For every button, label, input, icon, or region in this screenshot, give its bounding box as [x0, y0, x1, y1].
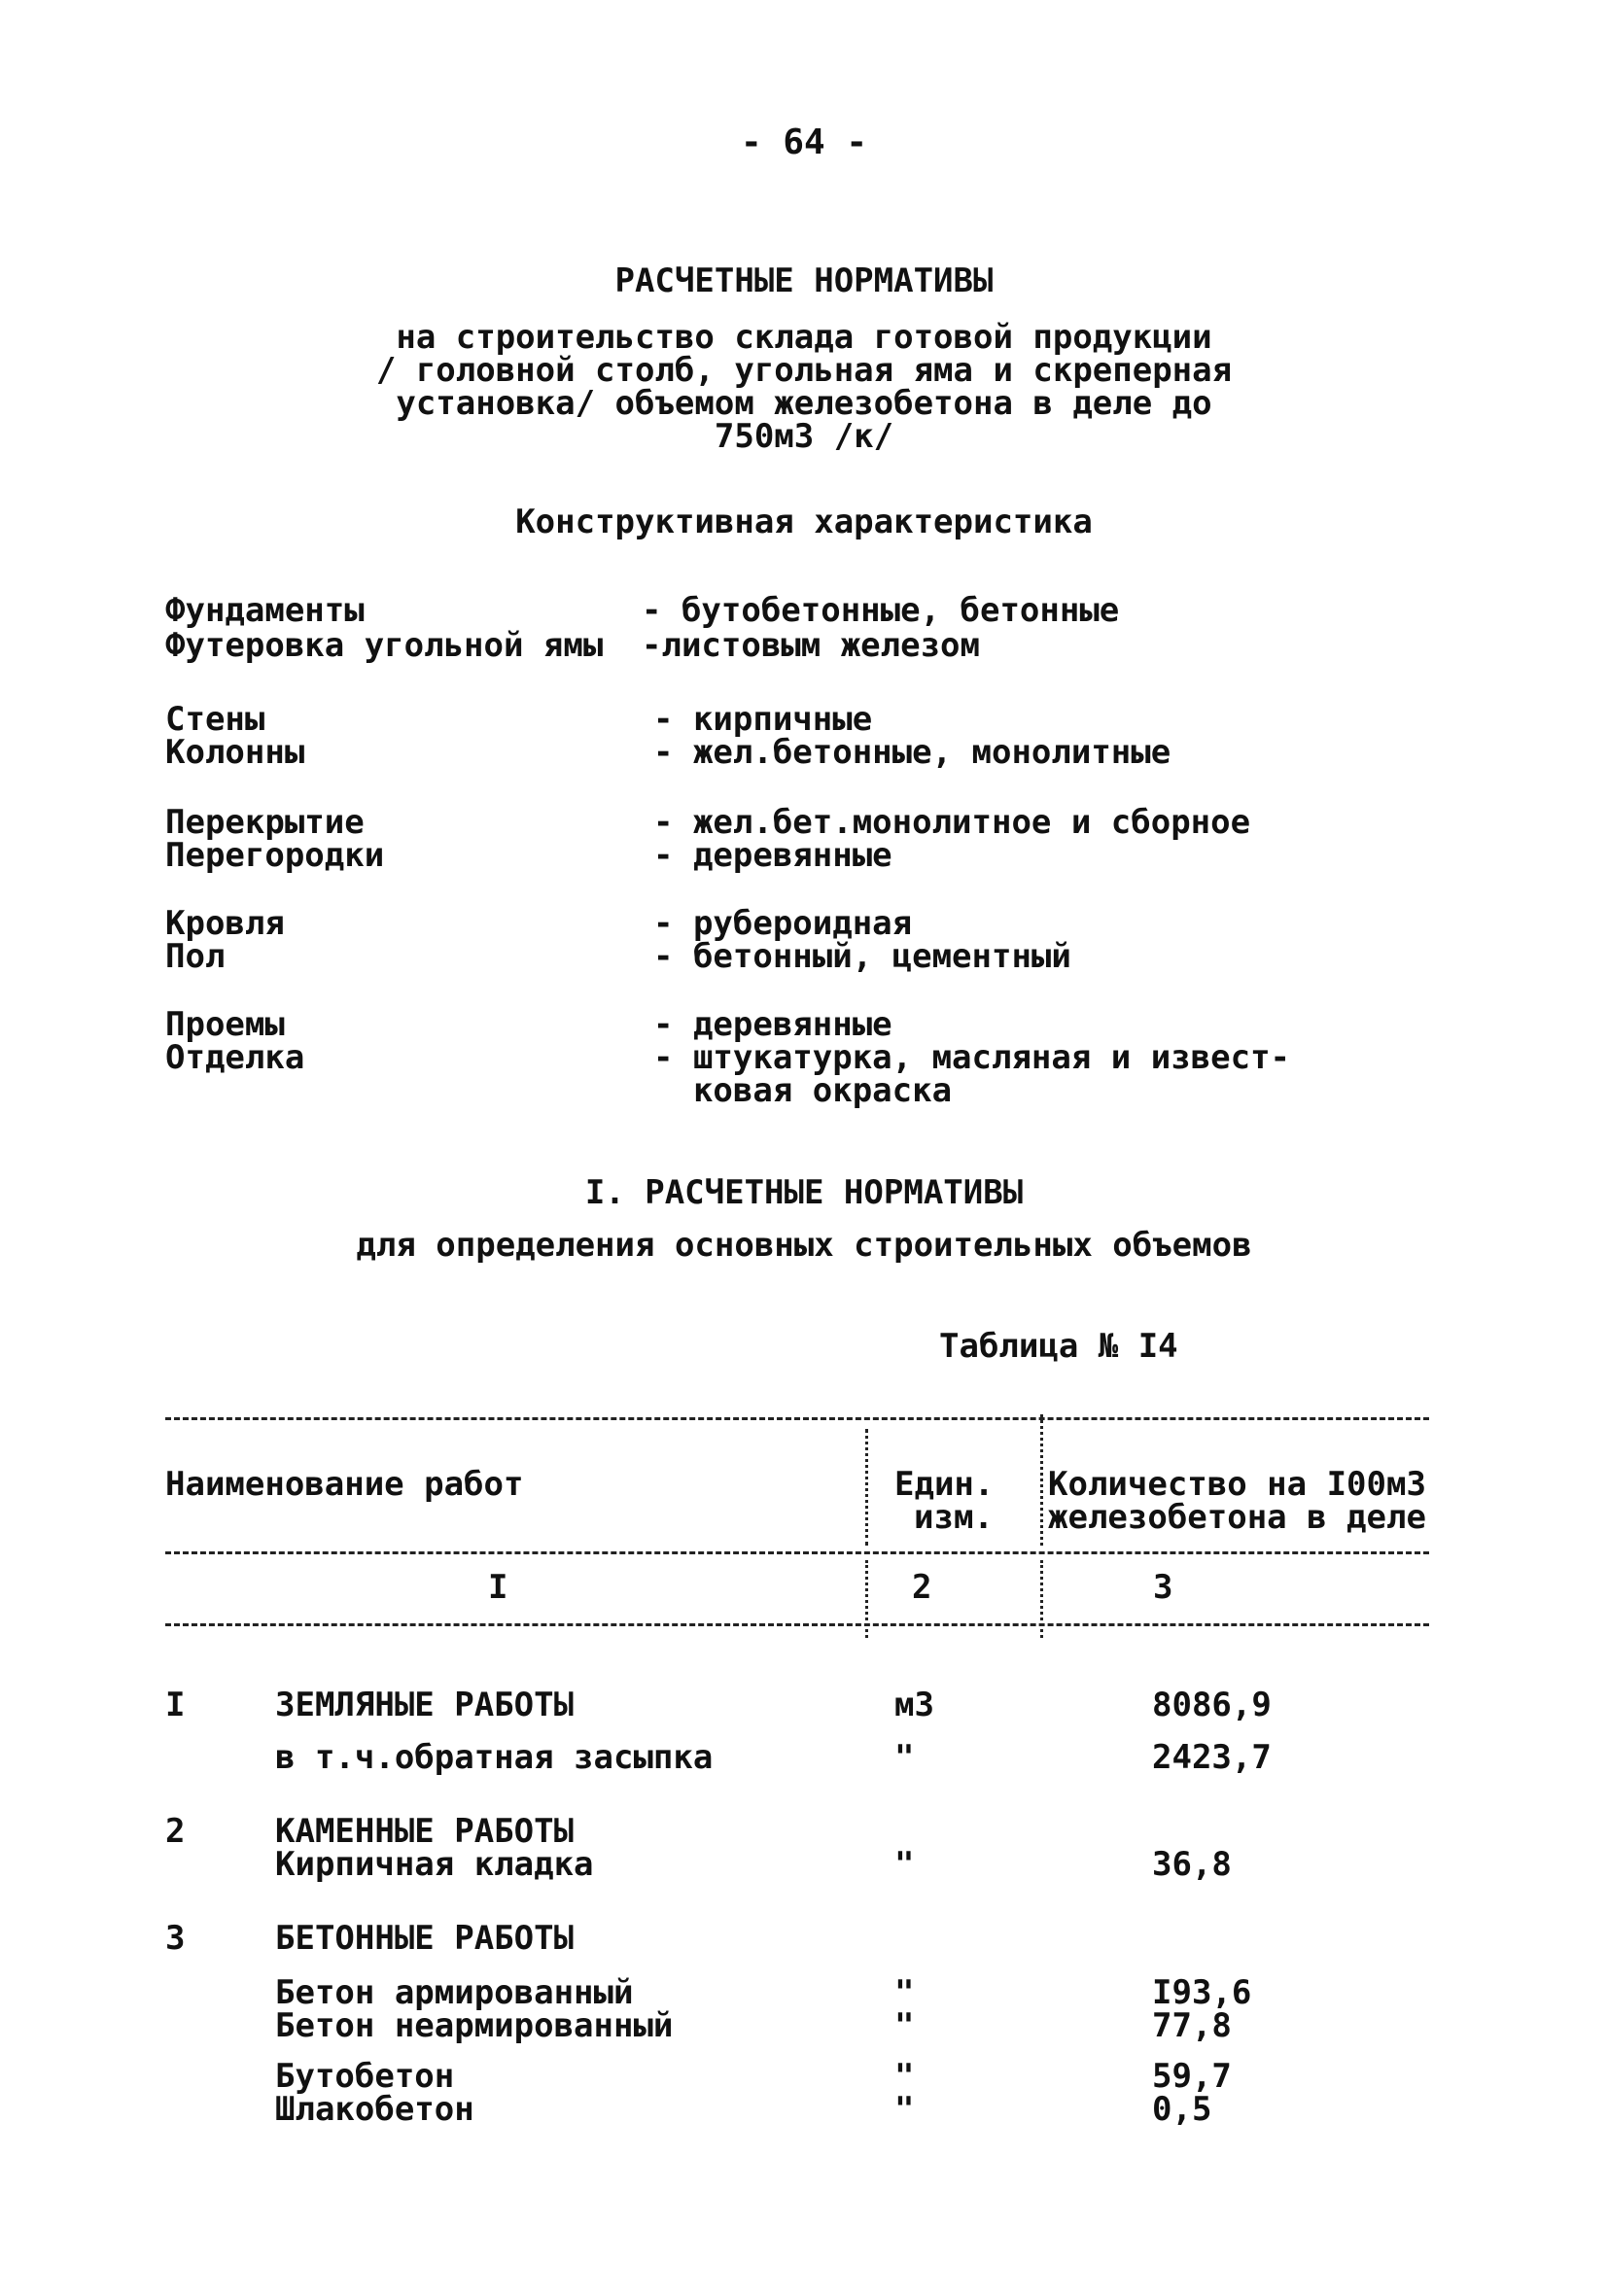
header-unit-1: Един. — [894, 1465, 995, 1504]
column-divider — [1040, 1414, 1043, 1546]
row-name: Бутобетон — [275, 2057, 455, 2096]
document-title: РАСЧЕТНЫЕ НОРМАТИВЫ — [614, 261, 994, 300]
row-unit: " — [894, 2057, 915, 2096]
column-number: 2 — [912, 1568, 932, 1607]
row-number: 2 — [165, 1812, 186, 1851]
column-number: 3 — [1153, 1568, 1173, 1607]
spec-name: Фундаменты — [165, 591, 365, 630]
row-unit: " — [894, 1973, 915, 2012]
spec-value: - деревянные — [653, 836, 892, 875]
row-name: в т.ч.обратная засыпка — [275, 1738, 714, 1777]
row-qty: 0,5 — [1152, 2090, 1212, 2129]
spec-value: - деревянные — [653, 1005, 892, 1044]
column-number: I — [488, 1568, 508, 1607]
row-unit: " — [894, 1845, 915, 1884]
subtitle-line-3: установка/ объемом железобетона в деле до — [396, 384, 1212, 423]
row-number: 3 — [165, 1919, 186, 1958]
table-top-rule — [165, 1417, 1429, 1420]
header-unit-2: изм. — [914, 1498, 994, 1537]
row-unit: м3 — [894, 1686, 934, 1724]
table-numbers-rule — [165, 1623, 1429, 1626]
spec-value: - бутобетонные, бетонные — [642, 591, 1120, 630]
row-qty: I93,6 — [1152, 1973, 1252, 2012]
spec-name: Кровля — [165, 904, 285, 943]
table-header-rule — [165, 1551, 1429, 1554]
row-qty: 36,8 — [1152, 1845, 1232, 1884]
spec-value: - жел.бетонные, монолитные — [653, 733, 1171, 772]
header-qty-1: Количество на I00м3 — [1048, 1465, 1426, 1504]
spec-name: Отделка — [165, 1038, 305, 1077]
spec-value: - бетонный, цементный — [653, 937, 1071, 976]
spec-name: Стены — [165, 700, 265, 739]
row-number: I — [165, 1686, 186, 1724]
row-qty: 8086,9 — [1152, 1686, 1272, 1724]
spec-value: ковая окраска — [653, 1071, 953, 1110]
row-unit: " — [894, 1738, 915, 1777]
row-qty: 2423,7 — [1152, 1738, 1272, 1777]
column-divider — [865, 1560, 868, 1638]
page-number: - 64 - — [740, 122, 868, 162]
section-title: I. РАСЧЕТНЫЕ НОРМАТИВЫ — [584, 1173, 1024, 1212]
row-qty: 59,7 — [1152, 2057, 1232, 2096]
spec-value: - жел.бет.монолитное и сборное — [653, 803, 1251, 842]
row-unit: " — [894, 2090, 915, 2129]
spec-name: Пол — [165, 937, 226, 976]
row-name: Кирпичная кладка — [275, 1845, 594, 1884]
subtitle-line-4: 750м3 /к/ — [714, 417, 894, 456]
spec-value: - рубероидная — [653, 904, 913, 943]
row-name: Шлакобетон — [275, 2090, 474, 2129]
spec-name: Перекрытие — [165, 803, 365, 842]
spec-value: -листовым железом — [642, 626, 980, 665]
row-name: БЕТОННЫЕ РАБОТЫ — [275, 1919, 575, 1958]
row-name: ЗЕМЛЯНЫЕ РАБОТЫ — [275, 1686, 575, 1724]
spec-value: - штукатурка, масляная и извест- — [653, 1038, 1291, 1077]
header-qty-2: железобетона в деле — [1048, 1498, 1426, 1537]
spec-name: Перегородки — [165, 836, 385, 875]
subtitle-line-1: на строительство склада готовой продукции — [396, 318, 1212, 357]
column-divider — [865, 1429, 868, 1546]
spec-name: Проемы — [165, 1005, 285, 1044]
subtitle-line-2: / головной столб, угольная яма и скреперная — [375, 351, 1233, 390]
row-name: КАМЕННЫЕ РАБОТЫ — [275, 1812, 575, 1851]
row-qty: 77,8 — [1152, 2006, 1232, 2045]
construction-heading: Конструктивная характеристика — [515, 503, 1093, 541]
row-unit: " — [894, 2006, 915, 2045]
spec-value: - кирпичные — [653, 700, 873, 739]
row-name: Бетон неармированный — [275, 2006, 674, 2045]
table-caption: Таблица № I4 — [939, 1327, 1178, 1366]
header-name: Наименование работ — [165, 1465, 524, 1504]
row-name: Бетон армированный — [275, 1973, 634, 2012]
section-subtitle: для определения основных строительных объемов — [356, 1226, 1252, 1265]
spec-name: Футеровка угольной ямы — [165, 626, 604, 665]
column-divider — [1040, 1560, 1043, 1638]
spec-name: Колонны — [165, 733, 305, 772]
